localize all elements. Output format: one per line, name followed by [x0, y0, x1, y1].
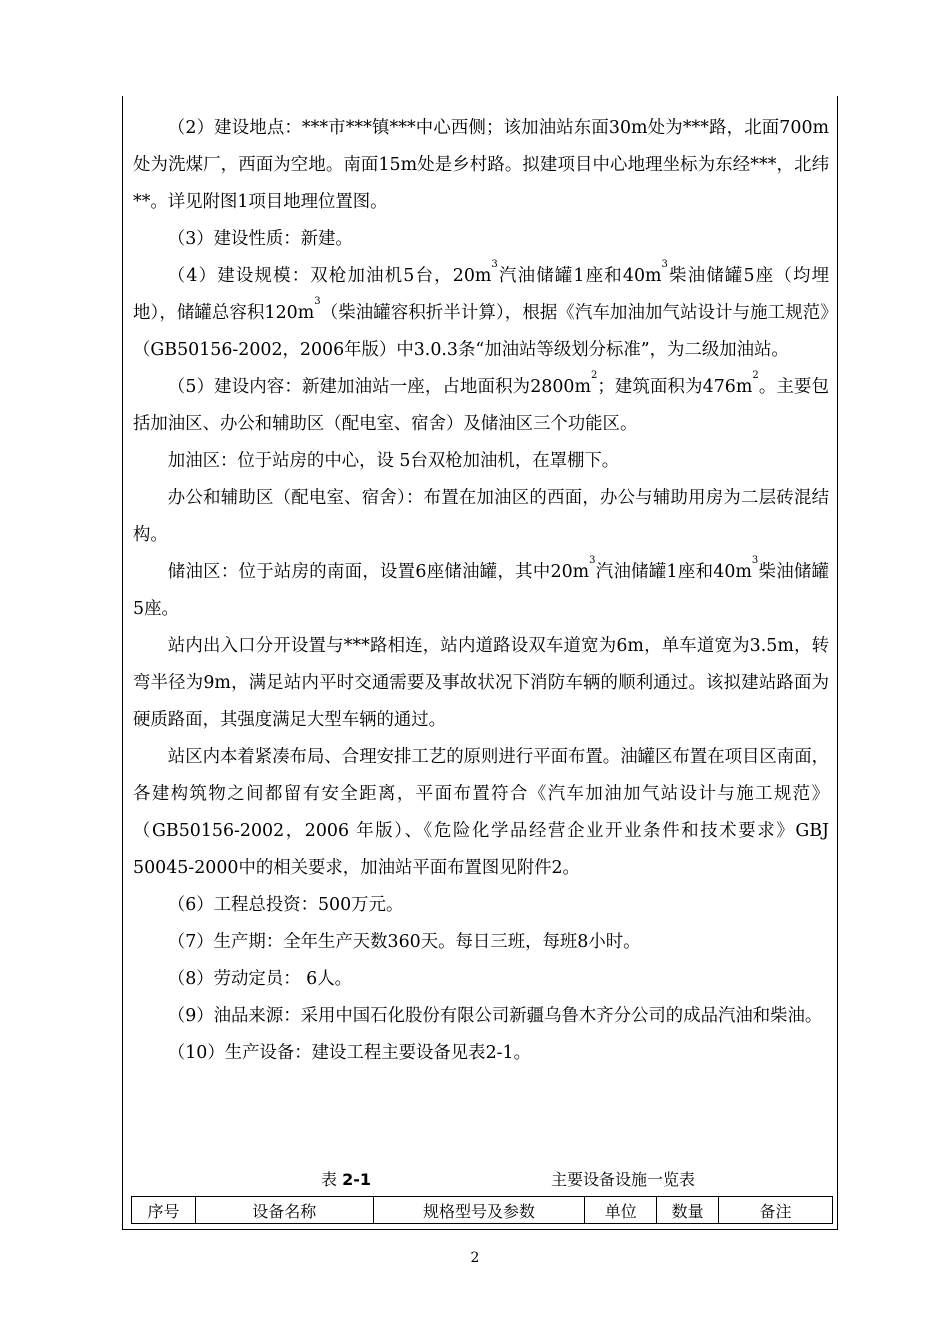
para-oil-source: （9）油品来源：采用中国石化股份有限公司新疆乌鲁木齐分公司的成品汽油和柴油。 — [167, 1006, 823, 1026]
para-content: （5）建设内容：新建加油站一座，占地面积为$2800m^2$；建筑面积为$476m^2$。主要包括加油区、办公和辅助区（配电室、宿舍）及储油区三个功能区。 — [133, 370, 829, 434]
para-roads: 站内出入口分开设置与***路相连，站内道路设双车道宽为6m，单车道宽为3.5m，转弯半径为9m，满足站内平时交通需要及事故状况下消防车辆的顺利通过。该拟建站路面为硬质路面，其强度满足大型车辆的通过。 — [133, 636, 829, 730]
para-storage-area: 储油区：位于站房的南面，设置6座储油罐，其中$20m^3$汽油储罐1座和$40m^3$柴油储罐5座。 — [133, 555, 829, 619]
table-number: 表 2-1 — [321, 1170, 371, 1189]
col-header-remark: 备注 — [719, 1197, 833, 1224]
para-fuel-area: 加油区：位于站房的中心，设 5台双枪加油机，在罩棚下。 — [167, 451, 620, 471]
col-header-index: 序号 — [132, 1197, 196, 1224]
table-title: 主要设备设施一览表 — [551, 1170, 696, 1189]
para-staff: （8）劳动定员： 6人。 — [167, 969, 352, 989]
page-number: 2 — [470, 1250, 480, 1266]
body-text — [133, 110, 829, 1072]
table-header-row — [132, 1197, 833, 1224]
para-production: （7）生产期：全年生产天数360天。每日三班，每班8小时。 — [167, 932, 641, 952]
col-header-name: 设备名称 — [195, 1197, 373, 1224]
col-header-unit: 单位 — [585, 1197, 657, 1224]
col-header-spec: 规格型号及参数 — [373, 1197, 585, 1224]
para-nature: （3）建设性质：新建。 — [167, 229, 353, 249]
para-location: （2）建设地点：***市***镇***中心西侧；该加油站东面30m处为***路，北面700m处为洗煤厂，西面为空地。南面15m处是乡村路。拟建项目中心地理坐标为东经***，北纬**。详见附图1项目地理位置图。 — [133, 118, 829, 212]
para-scale: （4）建设规模：双枪加油机5台，$20m^3$汽油储罐1座和$40m^3$柴油储罐5座（均埋地），储罐总容积$120m^3$（柴油罐容积折半计算），根据《汽车加油加气站设计与施工规范》（GB50156-2002，2006年版）中3.0.3条“加油站等级划分标准”，为二级加油站。 — [133, 259, 830, 360]
para-layout: 站区内本着紧凑布局、合理安排工艺的原则进行平面布置。油罐区布置在项目区南面，各建构筑物之间都留有安全距离，平面布置符合《汽车加油加气站设计与施工规范》（GB50156-2002，2006 年版）、《危险化学品经营企业开业条件和技术要求》GBJ 50045-2000中的相关要求，加油站平面布置图见附件2。 — [133, 747, 829, 878]
col-header-qty: 数量 — [657, 1197, 719, 1224]
para-investment: （6）工程总投资：500万元。 — [167, 895, 404, 915]
page-frame — [122, 96, 838, 1230]
para-office-area: 办公和辅助区（配电室、宿舍）：布置在加油区的西面，办公与辅助用房为二层砖混结构。 — [133, 488, 829, 545]
equipment-table — [131, 1196, 833, 1224]
para-equipment: （10）生产设备：建设工程主要设备见表2-1。 — [167, 1043, 531, 1063]
